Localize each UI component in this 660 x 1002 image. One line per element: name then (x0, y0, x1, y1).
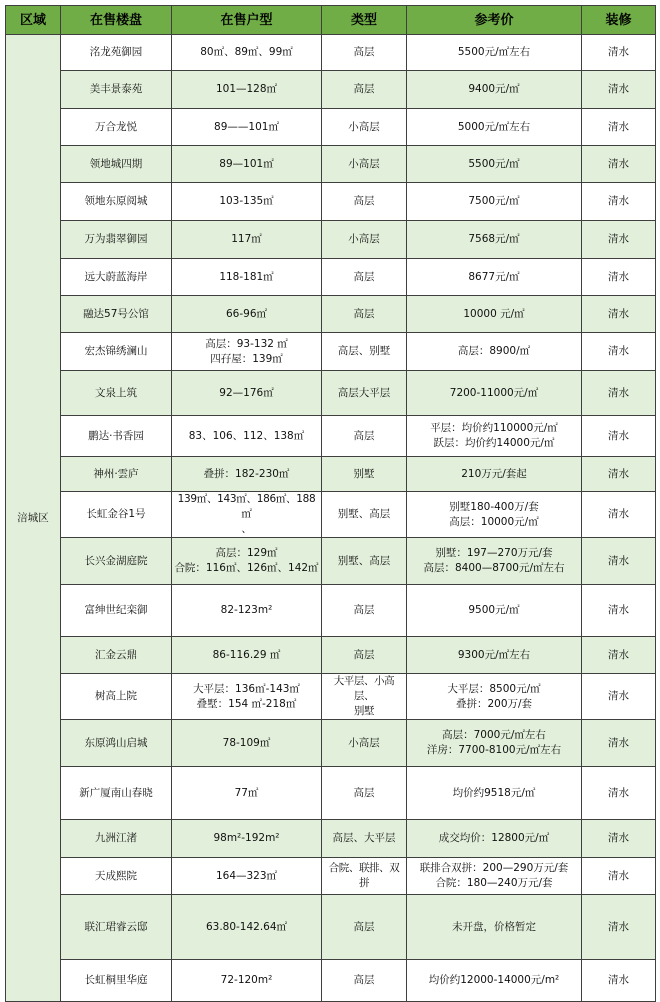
cell-building-type: 高层 (322, 960, 407, 1002)
cell-building-type: 高层 (322, 296, 407, 333)
cell-unit-types: 89——101㎡ (172, 109, 322, 146)
cell-building-type: 高层 (322, 637, 407, 674)
table-row (6, 35, 656, 71)
cell-project-name: 长兴金湖庭院 (61, 538, 172, 585)
cell-unit-types: 72-120m² (172, 960, 322, 1002)
cell-project-name: 新广厦南山春晓 (61, 767, 172, 820)
cell-project-name: 长虹桐里华庭 (61, 960, 172, 1002)
cell-unit-types: 高层：93-132 ㎡ 四孖屋：139㎡ (172, 333, 322, 371)
cell-finish: 清水 (582, 895, 656, 960)
cell-project-name: 富绅世纪栾御 (61, 585, 172, 637)
cell-unit-types: 63.80-142.64㎡ (172, 895, 322, 960)
cell-building-type: 大平层、小高层、 别墅 (322, 674, 407, 720)
cell-finish: 清水 (582, 674, 656, 720)
cell-finish: 清水 (582, 538, 656, 585)
header-row (6, 6, 656, 35)
cell-building-type: 高层 (322, 35, 407, 71)
cell-reference-price: 联排合双拼：200—290万元/套 合院：180—240万元/套 (407, 858, 582, 895)
column-header-unit-types: 在售户型 (172, 6, 322, 35)
cell-unit-types: 89—101㎡ (172, 146, 322, 183)
cell-building-type: 小高层 (322, 720, 407, 767)
cell-reference-price: 9300元/㎡左右 (407, 637, 582, 674)
cell-finish: 清水 (582, 221, 656, 259)
cell-reference-price: 9500元/㎡ (407, 585, 582, 637)
cell-finish: 清水 (582, 858, 656, 895)
cell-unit-types: 77㎡ (172, 767, 322, 820)
cell-building-type: 别墅、高层 (322, 492, 407, 538)
table-row (6, 960, 656, 1002)
cell-building-type: 别墅、高层 (322, 538, 407, 585)
cell-building-type: 高层 (322, 416, 407, 457)
table-row (6, 296, 656, 333)
table-row (6, 183, 656, 221)
cell-project-name: 天成熙院 (61, 858, 172, 895)
table-row (6, 858, 656, 895)
cell-project-name: 领地东原阅城 (61, 183, 172, 221)
cell-project-name: 长虹金谷1号 (61, 492, 172, 538)
cell-reference-price: 成交均价：12800元/㎡ (407, 820, 582, 858)
cell-unit-types: 92—176㎡ (172, 371, 322, 416)
cell-unit-types: 大平层：136㎡-143㎡ 叠墅：154 ㎡-218㎡ (172, 674, 322, 720)
table-header (6, 6, 656, 35)
cell-finish: 清水 (582, 492, 656, 538)
cell-unit-types: 164—323㎡ (172, 858, 322, 895)
table-row (6, 674, 656, 720)
cell-reference-price: 高层：8900/㎡ (407, 333, 582, 371)
table-row (6, 767, 656, 820)
cell-reference-price: 7200-11000元/㎡ (407, 371, 582, 416)
column-header-building-type: 类型 (322, 6, 407, 35)
cell-project-name: 万合龙悦 (61, 109, 172, 146)
cell-finish: 清水 (582, 637, 656, 674)
cell-finish: 清水 (582, 767, 656, 820)
cell-project-name: 东原鸿山启城 (61, 720, 172, 767)
cell-unit-types: 101—128㎡ (172, 71, 322, 109)
table-row (6, 457, 656, 492)
cell-building-type: 高层、大平层 (322, 820, 407, 858)
cell-reference-price: 别墅：197—270万元/套 高层：8400—8700元/㎡左右 (407, 538, 582, 585)
cell-project-name: 九洲江渚 (61, 820, 172, 858)
cell-building-type: 高层 (322, 71, 407, 109)
table-row (6, 820, 656, 858)
cell-finish: 清水 (582, 960, 656, 1002)
table-row (6, 221, 656, 259)
cell-reference-price: 平层：均价约110000元/㎡ 跃层：均价约14000元/㎡ (407, 416, 582, 457)
table-row (6, 333, 656, 371)
cell-finish: 清水 (582, 333, 656, 371)
table-body (6, 35, 656, 1002)
cell-unit-types: 98m²-192m² (172, 820, 322, 858)
cell-project-name: 联汇珺睿云邸 (61, 895, 172, 960)
cell-reference-price: 高层：7000元/㎡左右 洋房：7700-8100元/㎡左右 (407, 720, 582, 767)
cell-reference-price: 均价约12000-14000元/m² (407, 960, 582, 1002)
cell-finish: 清水 (582, 371, 656, 416)
cell-unit-types: 103-135㎡ (172, 183, 322, 221)
cell-unit-types: 117㎡ (172, 221, 322, 259)
cell-building-type: 高层 (322, 259, 407, 296)
table-row (6, 895, 656, 960)
cell-building-type: 高层大平层 (322, 371, 407, 416)
table-row (6, 371, 656, 416)
cell-finish: 清水 (582, 109, 656, 146)
table-row (6, 492, 656, 538)
cell-project-name: 树高上院 (61, 674, 172, 720)
table-row (6, 585, 656, 637)
table-row (6, 720, 656, 767)
cell-reference-price: 大平层：8500元/㎡ 叠拼：200万/套 (407, 674, 582, 720)
table-row (6, 416, 656, 457)
cell-unit-types: 80㎡、89㎡、99㎡ (172, 35, 322, 71)
cell-building-type: 小高层 (322, 146, 407, 183)
table-row (6, 146, 656, 183)
cell-unit-types: 66-96㎡ (172, 296, 322, 333)
cell-reference-price: 9400元/㎡ (407, 71, 582, 109)
table-row (6, 71, 656, 109)
cell-reference-price: 别墅180-400万/套 高层：10000元/㎡ (407, 492, 582, 538)
cell-district: 涪城区 (6, 35, 61, 1002)
cell-unit-types: 118-181㎡ (172, 259, 322, 296)
cell-building-type: 小高层 (322, 109, 407, 146)
cell-reference-price: 7568元/㎡ (407, 221, 582, 259)
cell-unit-types: 86-116.29 ㎡ (172, 637, 322, 674)
cell-finish: 清水 (582, 259, 656, 296)
cell-project-name: 美丰景泰苑 (61, 71, 172, 109)
cell-building-type: 合院、联排、双拼 (322, 858, 407, 895)
cell-project-name: 汇金云鼎 (61, 637, 172, 674)
table-row (6, 109, 656, 146)
cell-reference-price: 10000 元/㎡ (407, 296, 582, 333)
table-row (6, 538, 656, 585)
cell-reference-price: 5500元/㎡左右 (407, 35, 582, 71)
column-header-reference-price: 参考价 (407, 6, 582, 35)
cell-building-type: 小高层 (322, 221, 407, 259)
cell-reference-price: 5500元/㎡ (407, 146, 582, 183)
cell-unit-types: 叠拼：182-230㎡ (172, 457, 322, 492)
cell-building-type: 高层 (322, 183, 407, 221)
column-header-project: 在售楼盘 (61, 6, 172, 35)
cell-project-name: 洺龙苑御园 (61, 35, 172, 71)
cell-project-name: 万为翡翠御园 (61, 221, 172, 259)
cell-finish: 清水 (582, 183, 656, 221)
table-row (6, 637, 656, 674)
cell-project-name: 宏杰锦绣澜山 (61, 333, 172, 371)
cell-unit-types: 83、106、112、138㎡ (172, 416, 322, 457)
cell-finish: 清水 (582, 296, 656, 333)
column-header-district: 区域 (6, 6, 61, 35)
cell-finish: 清水 (582, 416, 656, 457)
cell-project-name: 鹏达·书香园 (61, 416, 172, 457)
cell-reference-price: 均价约9518元/㎡ (407, 767, 582, 820)
cell-finish: 清水 (582, 820, 656, 858)
cell-project-name: 文泉上筑 (61, 371, 172, 416)
cell-building-type: 高层 (322, 895, 407, 960)
cell-finish: 清水 (582, 146, 656, 183)
cell-unit-types: 78-109㎡ (172, 720, 322, 767)
table-row (6, 259, 656, 296)
cell-finish: 清水 (582, 71, 656, 109)
cell-reference-price: 210万元/套起 (407, 457, 582, 492)
cell-finish: 清水 (582, 457, 656, 492)
column-header-finish: 装修 (582, 6, 656, 35)
cell-unit-types: 高层：129㎡ 合院：116㎡、126㎡、142㎡ (172, 538, 322, 585)
cell-building-type: 高层 (322, 585, 407, 637)
cell-reference-price: 未开盘，价格暂定 (407, 895, 582, 960)
cell-finish: 清水 (582, 35, 656, 71)
cell-building-type: 高层 (322, 767, 407, 820)
cell-unit-types: 139㎡、143㎡、186㎡、188 ㎡ 、 (172, 492, 322, 538)
cell-project-name: 融达57号公馆 (61, 296, 172, 333)
cell-building-type: 别墅 (322, 457, 407, 492)
cell-building-type: 高层、别墅 (322, 333, 407, 371)
cell-project-name: 领地城四期 (61, 146, 172, 183)
cell-finish: 清水 (582, 720, 656, 767)
listings-table (5, 5, 656, 1002)
cell-reference-price: 5000元/㎡左右 (407, 109, 582, 146)
cell-project-name: 神州·雲庐 (61, 457, 172, 492)
cell-project-name: 远大蔚蓝海岸 (61, 259, 172, 296)
cell-reference-price: 7500元/㎡ (407, 183, 582, 221)
cell-finish: 清水 (582, 585, 656, 637)
cell-unit-types: 82-123m² (172, 585, 322, 637)
cell-reference-price: 8677元/㎡ (407, 259, 582, 296)
